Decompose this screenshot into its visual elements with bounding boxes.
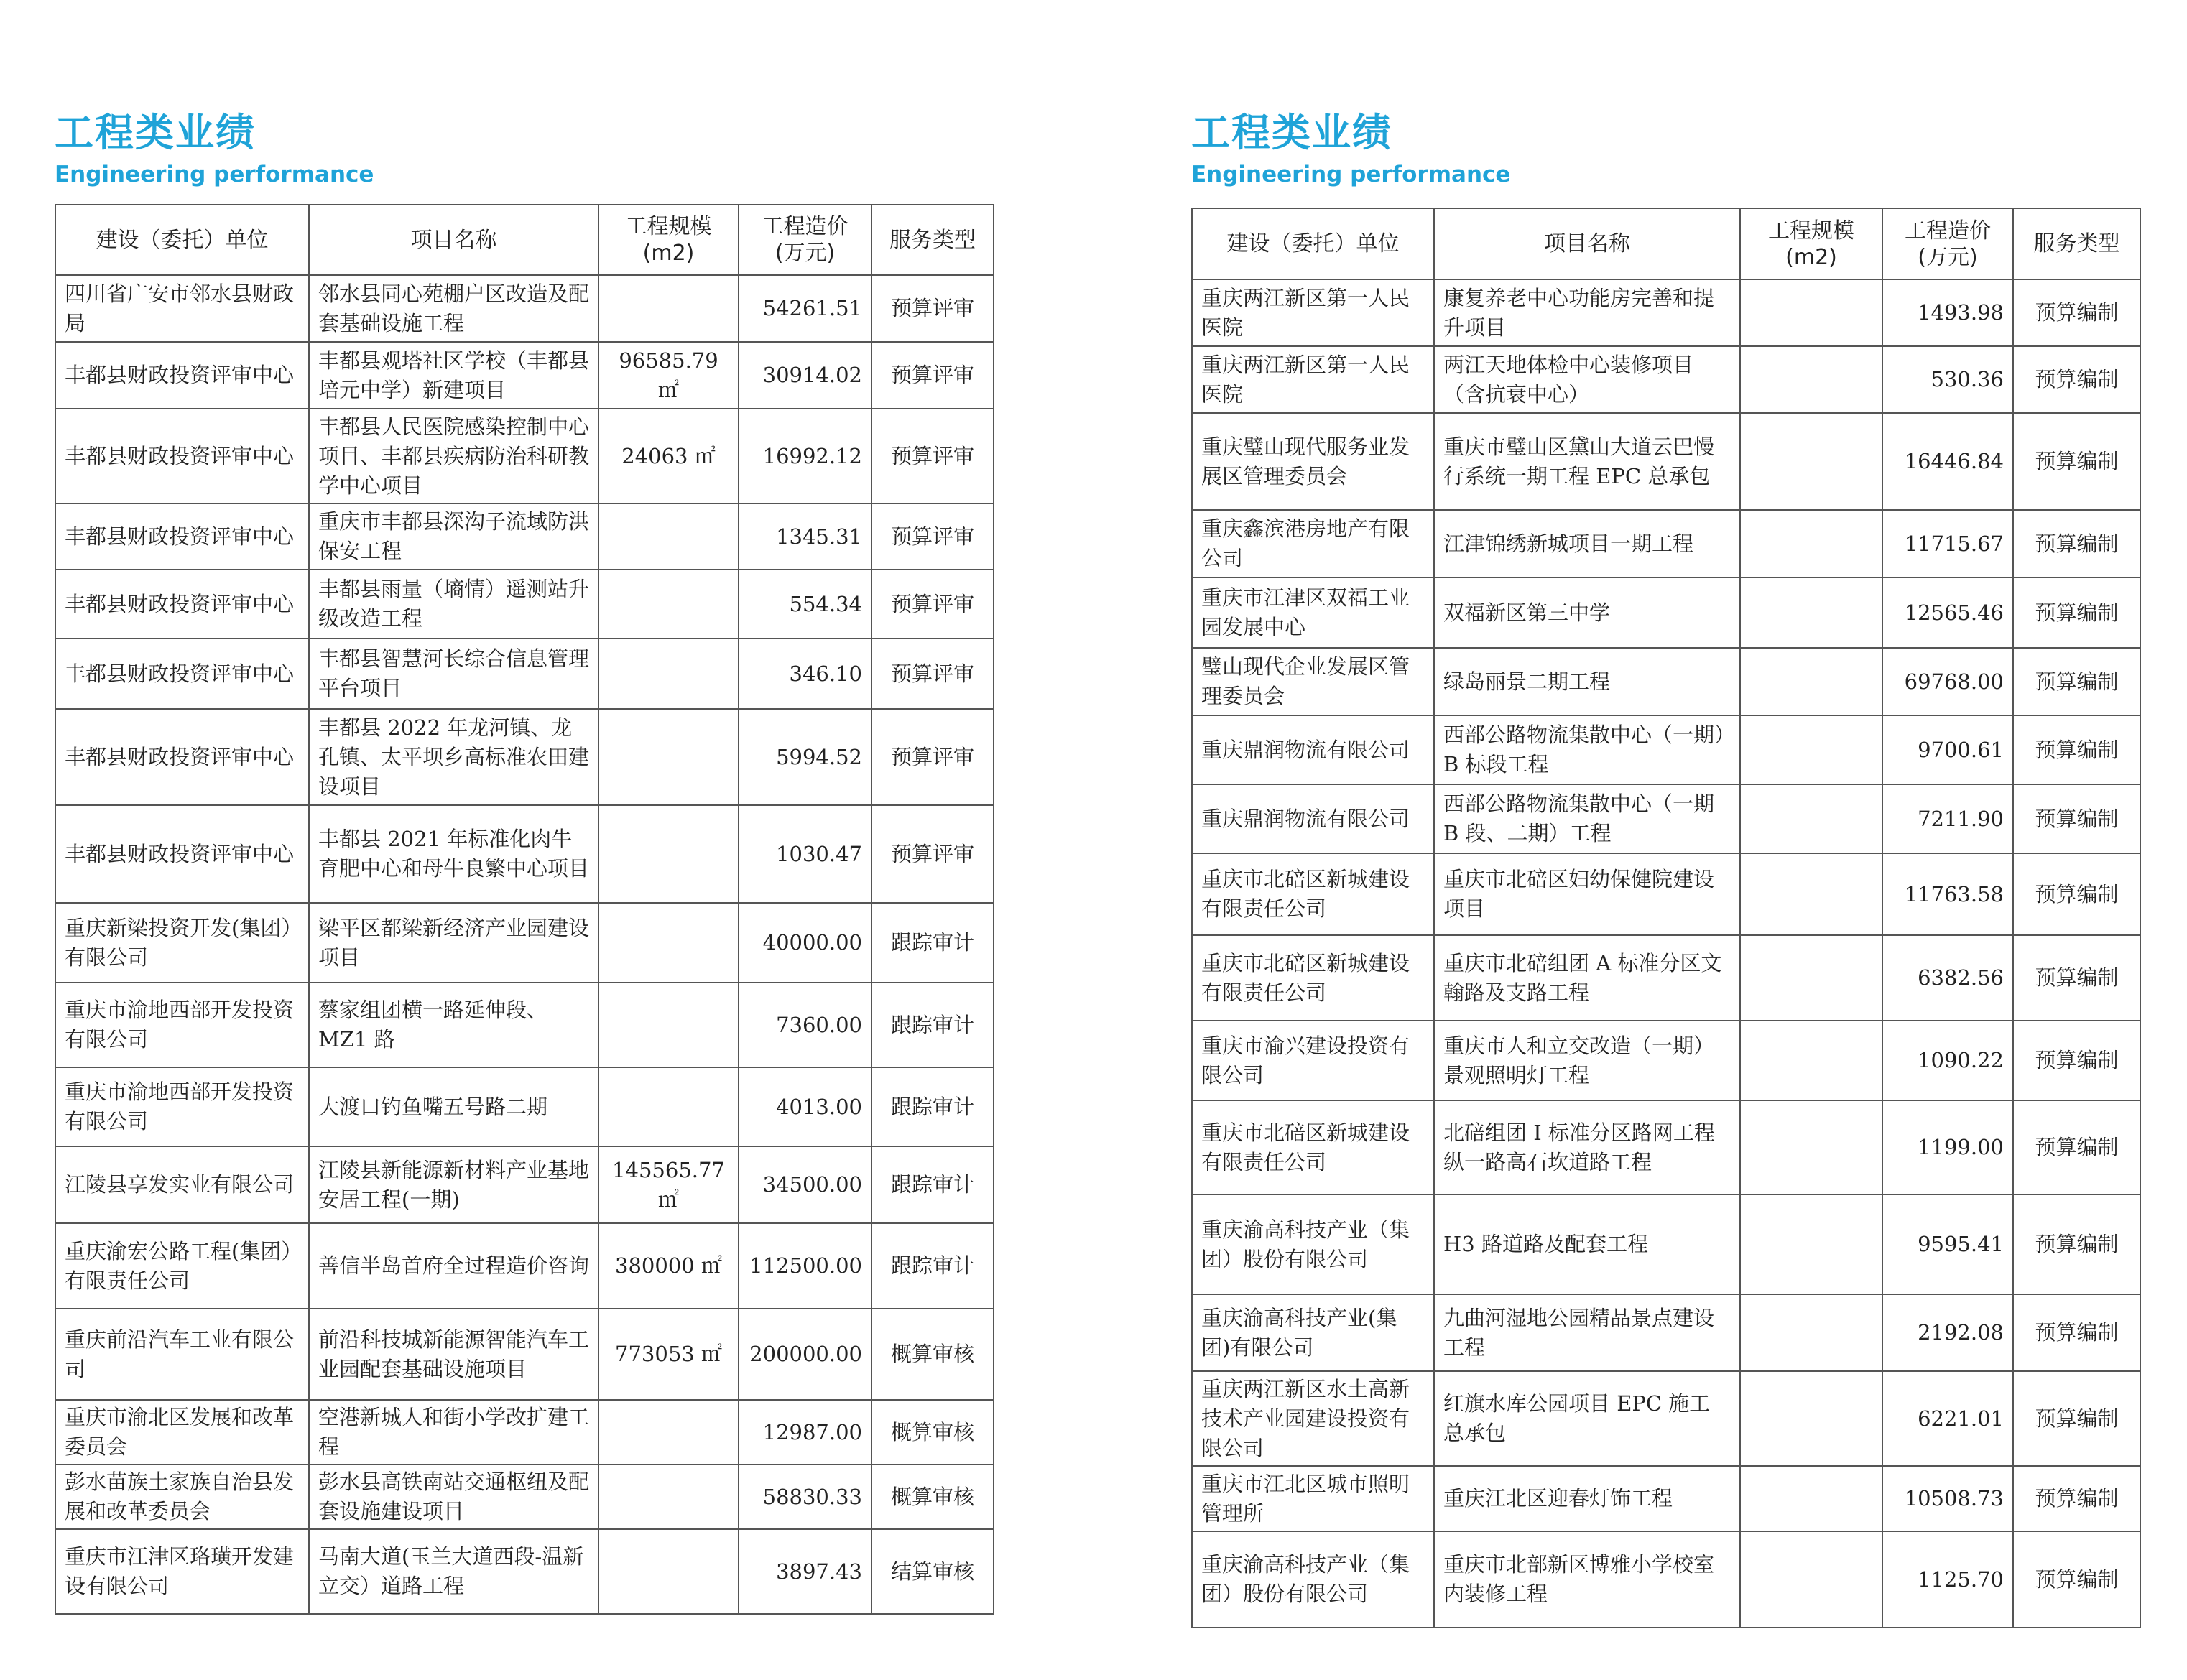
header-project-name: 项目名称 bbox=[309, 205, 598, 275]
cell-unit: 丰都县财政投资评审中心 bbox=[55, 342, 309, 409]
cell-service: 预算编制 bbox=[2013, 1371, 2140, 1466]
cell-scale bbox=[1740, 510, 1882, 577]
cell-scale bbox=[1740, 853, 1882, 935]
cell-cost: 40000.00 bbox=[739, 903, 871, 983]
cell-scale bbox=[598, 1465, 739, 1529]
table-row bbox=[55, 1400, 994, 1465]
table-row bbox=[55, 805, 994, 903]
cell-service: 跟踪审计 bbox=[871, 1067, 994, 1146]
cell-unit: 重庆市渝地西部开发投资有限公司 bbox=[55, 1067, 309, 1146]
cell-cost: 4013.00 bbox=[739, 1067, 871, 1146]
performance-table bbox=[55, 204, 994, 1615]
cell-cost: 1125.70 bbox=[1882, 1531, 2013, 1628]
cell-cost: 12987.00 bbox=[739, 1400, 871, 1465]
cell-name: 重庆市丰都县深沟子流域防洪保安工程 bbox=[309, 503, 598, 570]
cell-unit: 丰都县财政投资评审中心 bbox=[55, 709, 309, 805]
cell-service: 预算评审 bbox=[871, 570, 994, 639]
cell-service: 预算编制 bbox=[2013, 784, 2140, 853]
cell-unit: 重庆市北碚区新城建设有限责任公司 bbox=[1192, 853, 1434, 935]
cell-unit: 重庆新梁投资开发(集团）有限公司 bbox=[55, 903, 309, 983]
cell-unit: 重庆璧山现代服务业发展区管理委员会 bbox=[1192, 413, 1434, 510]
table-row bbox=[55, 1067, 994, 1146]
cell-service: 跟踪审计 bbox=[871, 1223, 994, 1309]
table-row bbox=[1192, 935, 2140, 1021]
cell-cost: 16446.84 bbox=[1882, 413, 2013, 510]
cell-scale bbox=[1740, 1100, 1882, 1194]
cell-cost: 54261.51 bbox=[739, 275, 871, 342]
cell-service: 预算评审 bbox=[871, 409, 994, 503]
cell-scale bbox=[598, 805, 739, 903]
cell-scale bbox=[598, 1067, 739, 1146]
cell-unit: 丰都县财政投资评审中心 bbox=[55, 503, 309, 570]
cell-service: 预算编制 bbox=[2013, 648, 2140, 715]
cell-name: 九曲河湿地公园精品景点建设工程 bbox=[1434, 1294, 1740, 1371]
table-row bbox=[55, 503, 994, 570]
table-header-row bbox=[55, 205, 994, 275]
cell-cost: 11715.67 bbox=[1882, 510, 2013, 577]
cell-name: 江津锦绣新城项目一期工程 bbox=[1434, 510, 1740, 577]
cell-service: 预算评审 bbox=[871, 639, 994, 709]
table-row bbox=[55, 275, 994, 342]
cell-name: 丰都县人民医院感染控制中心项目、丰都县疾病防治科研教学中心项目 bbox=[309, 409, 598, 503]
header-cost: 工程造价 (万元) bbox=[1882, 208, 2013, 279]
page-title: 工程类业绩 bbox=[55, 110, 256, 155]
cell-service: 预算编制 bbox=[2013, 935, 2140, 1021]
cell-unit: 重庆市渝兴建设投资有限公司 bbox=[1192, 1021, 1434, 1100]
cell-cost: 1090.22 bbox=[1882, 1021, 2013, 1100]
table-row bbox=[55, 639, 994, 709]
cell-service: 预算编制 bbox=[2013, 1466, 2140, 1531]
cell-name: 重庆市璧山区黛山大道云巴慢行系统一期工程 EPC 总承包 bbox=[1434, 413, 1740, 510]
cell-service: 预算编制 bbox=[2013, 413, 2140, 510]
cell-name: 西部公路物流集散中心（一期）B 标段工程 bbox=[1434, 715, 1740, 784]
page-title: 工程类业绩 bbox=[1191, 110, 1392, 155]
cell-name: 邻水县同心苑棚户区改造及配套基础设施工程 bbox=[309, 275, 598, 342]
cell-scale bbox=[598, 983, 739, 1067]
cell-name: 绿岛丽景二期工程 bbox=[1434, 648, 1740, 715]
cell-cost: 6382.56 bbox=[1882, 935, 2013, 1021]
cell-name: 马南大道(玉兰大道西段-温新立交）道路工程 bbox=[309, 1529, 598, 1614]
cell-unit: 重庆市渝北区发展和改革委员会 bbox=[55, 1400, 309, 1465]
cell-name: 丰都县智慧河长综合信息管理平台项目 bbox=[309, 639, 598, 709]
table-row bbox=[1192, 577, 2140, 648]
cell-scale bbox=[1740, 346, 1882, 413]
table-row bbox=[55, 1465, 994, 1529]
cell-unit: 重庆市渝地西部开发投资有限公司 bbox=[55, 983, 309, 1067]
cell-scale bbox=[598, 639, 739, 709]
page-subtitle: Engineering performance bbox=[55, 162, 374, 187]
cell-name: 空港新城人和街小学改扩建工程 bbox=[309, 1400, 598, 1465]
table-row bbox=[1192, 853, 2140, 935]
cell-unit: 重庆市江北区城市照明管理所 bbox=[1192, 1466, 1434, 1531]
table-header-row bbox=[1192, 208, 2140, 279]
cell-unit: 丰都县财政投资评审中心 bbox=[55, 570, 309, 639]
cell-name: 红旗水库公园项目 EPC 施工总承包 bbox=[1434, 1371, 1740, 1466]
table-row bbox=[55, 342, 994, 409]
cell-name: 重庆市北碚组团 A 标准分区文翰路及支路工程 bbox=[1434, 935, 1740, 1021]
cell-scale bbox=[598, 275, 739, 342]
cell-unit: 江陵县享发实业有限公司 bbox=[55, 1146, 309, 1223]
table-row bbox=[55, 570, 994, 639]
table-row bbox=[1192, 346, 2140, 413]
cell-cost: 7211.90 bbox=[1882, 784, 2013, 853]
cell-cost: 6221.01 bbox=[1882, 1371, 2013, 1466]
header-scale: 工程规模 (m2) bbox=[598, 205, 739, 275]
cell-scale: 145565.77 ㎡ bbox=[598, 1146, 739, 1223]
cell-scale bbox=[1740, 648, 1882, 715]
cell-service: 预算编制 bbox=[2013, 1194, 2140, 1294]
cell-cost: 530.36 bbox=[1882, 346, 2013, 413]
cell-name: 丰都县观塔社区学校（丰都县培元中学）新建项目 bbox=[309, 342, 598, 409]
table-row bbox=[1192, 1371, 2140, 1466]
cell-cost: 1030.47 bbox=[739, 805, 871, 903]
table-row bbox=[1192, 648, 2140, 715]
cell-cost: 11763.58 bbox=[1882, 853, 2013, 935]
cell-cost: 1345.31 bbox=[739, 503, 871, 570]
cell-service: 跟踪审计 bbox=[871, 1146, 994, 1223]
cell-name: 大渡口钓鱼嘴五号路二期 bbox=[309, 1067, 598, 1146]
cell-scale bbox=[1740, 715, 1882, 784]
cell-service: 概算审核 bbox=[871, 1309, 994, 1400]
cell-cost: 9595.41 bbox=[1882, 1194, 2013, 1294]
cell-unit: 四川省广安市邻水县财政局 bbox=[55, 275, 309, 342]
cell-scale bbox=[1740, 577, 1882, 648]
header-unit: 建设（委托）单位 bbox=[55, 205, 309, 275]
cell-cost: 10508.73 bbox=[1882, 1466, 2013, 1531]
cell-name: 丰都县 2021 年标准化肉牛育肥中心和母牛良繁中心项目 bbox=[309, 805, 598, 903]
cell-unit: 重庆渝高科技产业(集团)有限公司 bbox=[1192, 1294, 1434, 1371]
cell-unit: 重庆市北碚区新城建设有限责任公司 bbox=[1192, 1100, 1434, 1194]
table-row bbox=[1192, 1294, 2140, 1371]
cell-name: 两江天地体检中心装修项目（含抗衰中心） bbox=[1434, 346, 1740, 413]
table-row bbox=[1192, 715, 2140, 784]
table-row bbox=[55, 409, 994, 503]
cell-service: 概算审核 bbox=[871, 1400, 994, 1465]
cell-unit: 璧山现代企业发展区管理委员会 bbox=[1192, 648, 1434, 715]
cell-unit: 重庆前沿汽车工业有限公司 bbox=[55, 1309, 309, 1400]
cell-cost: 112500.00 bbox=[739, 1223, 871, 1309]
cell-name: 重庆市人和立交改造（一期）景观照明灯工程 bbox=[1434, 1021, 1740, 1100]
cell-name: 江陵县新能源新材料产业基地安居工程(一期) bbox=[309, 1146, 598, 1223]
cell-unit: 重庆市江津区珞璜开发建设有限公司 bbox=[55, 1529, 309, 1614]
header-service-type: 服务类型 bbox=[2013, 208, 2140, 279]
cell-name: 西部公路物流集散中心（一期 B 段、二期）工程 bbox=[1434, 784, 1740, 853]
cell-cost: 200000.00 bbox=[739, 1309, 871, 1400]
cell-name: 重庆市北部新区博雅小学校室内装修工程 bbox=[1434, 1531, 1740, 1628]
cell-name: 双福新区第三中学 bbox=[1434, 577, 1740, 648]
header-cost: 工程造价 (万元) bbox=[739, 205, 871, 275]
cell-unit: 重庆两江新区第一人民医院 bbox=[1192, 346, 1434, 413]
table-row bbox=[1192, 1531, 2140, 1628]
cell-scale bbox=[1740, 784, 1882, 853]
cell-cost: 30914.02 bbox=[739, 342, 871, 409]
cell-scale bbox=[598, 903, 739, 983]
cell-scale: 96585.79 ㎡ bbox=[598, 342, 739, 409]
cell-scale bbox=[598, 1529, 739, 1614]
cell-cost: 7360.00 bbox=[739, 983, 871, 1067]
header-unit: 建设（委托）单位 bbox=[1192, 208, 1434, 279]
header-project-name: 项目名称 bbox=[1434, 208, 1740, 279]
cell-cost: 34500.00 bbox=[739, 1146, 871, 1223]
cell-scale bbox=[1740, 935, 1882, 1021]
cell-name: 彭水县高铁南站交通枢纽及配套设施建设项目 bbox=[309, 1465, 598, 1529]
cell-name: 梁平区都梁新经济产业园建设项目 bbox=[309, 903, 598, 983]
cell-name: 丰都县雨量（墒情）遥测站升级改造工程 bbox=[309, 570, 598, 639]
table-body bbox=[55, 275, 994, 1614]
cell-unit: 重庆两江新区第一人民医院 bbox=[1192, 279, 1434, 346]
table-row bbox=[55, 903, 994, 983]
cell-scale bbox=[1740, 1194, 1882, 1294]
cell-service: 跟踪审计 bbox=[871, 903, 994, 983]
cell-name: 蔡家组团横一路延伸段、MZ1 路 bbox=[309, 983, 598, 1067]
cell-unit: 丰都县财政投资评审中心 bbox=[55, 805, 309, 903]
header-scale: 工程规模 (m2) bbox=[1740, 208, 1882, 279]
cell-scale bbox=[1740, 1021, 1882, 1100]
cell-scale bbox=[598, 570, 739, 639]
cell-service: 概算审核 bbox=[871, 1465, 994, 1529]
header-service-type: 服务类型 bbox=[871, 205, 994, 275]
cell-name: H3 路道路及配套工程 bbox=[1434, 1194, 1740, 1294]
cell-service: 预算编制 bbox=[2013, 853, 2140, 935]
cell-service: 预算编制 bbox=[2013, 346, 2140, 413]
cell-service: 预算编制 bbox=[2013, 1100, 2140, 1194]
cell-unit: 重庆鑫滨港房地产有限公司 bbox=[1192, 510, 1434, 577]
cell-scale bbox=[598, 709, 739, 805]
cell-unit: 重庆渝高科技产业（集团）股份有限公司 bbox=[1192, 1194, 1434, 1294]
cell-cost: 2192.08 bbox=[1882, 1294, 2013, 1371]
cell-service: 结算审核 bbox=[871, 1529, 994, 1614]
cell-cost: 346.10 bbox=[739, 639, 871, 709]
table-row bbox=[1192, 784, 2140, 853]
cell-scale bbox=[1740, 279, 1882, 346]
table-row bbox=[1192, 1100, 2140, 1194]
table-row bbox=[55, 709, 994, 805]
cell-name: 前沿科技城新能源智能汽车工业园配套基础设施项目 bbox=[309, 1309, 598, 1400]
cell-scale bbox=[1740, 1294, 1882, 1371]
cell-name: 重庆江北区迎春灯饰工程 bbox=[1434, 1466, 1740, 1531]
cell-unit: 重庆鼎润物流有限公司 bbox=[1192, 784, 1434, 853]
table-body bbox=[1192, 279, 2140, 1628]
cell-cost: 5994.52 bbox=[739, 709, 871, 805]
cell-scale bbox=[598, 503, 739, 570]
table-row bbox=[55, 1529, 994, 1614]
cell-service: 跟踪审计 bbox=[871, 983, 994, 1067]
table-row bbox=[1192, 1021, 2140, 1100]
cell-scale bbox=[1740, 1371, 1882, 1466]
table-row bbox=[1192, 413, 2140, 510]
cell-service: 预算评审 bbox=[871, 709, 994, 805]
table-row bbox=[55, 1146, 994, 1223]
cell-name: 北碚组团 I 标准分区路网工程纵一路高石坎道路工程 bbox=[1434, 1100, 1740, 1194]
cell-service: 预算评审 bbox=[871, 805, 994, 903]
cell-unit: 丰都县财政投资评审中心 bbox=[55, 639, 309, 709]
cell-name: 丰都县 2022 年龙河镇、龙孔镇、太平坝乡高标准农田建设项目 bbox=[309, 709, 598, 805]
cell-cost: 554.34 bbox=[739, 570, 871, 639]
cell-service: 预算编制 bbox=[2013, 510, 2140, 577]
cell-scale bbox=[1740, 1466, 1882, 1531]
table-row bbox=[1192, 510, 2140, 577]
cell-unit: 彭水苗族土家族自治县发展和改革委员会 bbox=[55, 1465, 309, 1529]
cell-service: 预算编制 bbox=[2013, 279, 2140, 346]
table-row bbox=[55, 1309, 994, 1400]
cell-service: 预算编制 bbox=[2013, 1294, 2140, 1371]
cell-cost: 16992.12 bbox=[739, 409, 871, 503]
cell-scale: 773053 ㎡ bbox=[598, 1309, 739, 1400]
cell-service: 预算编制 bbox=[2013, 577, 2140, 648]
cell-cost: 3897.43 bbox=[739, 1529, 871, 1614]
cell-unit: 丰都县财政投资评审中心 bbox=[55, 409, 309, 503]
performance-table bbox=[1191, 208, 2141, 1628]
cell-cost: 1493.98 bbox=[1882, 279, 2013, 346]
cell-unit: 重庆市北碚区新城建设有限责任公司 bbox=[1192, 935, 1434, 1021]
cell-unit: 重庆渝高科技产业（集团）股份有限公司 bbox=[1192, 1531, 1434, 1628]
table-row bbox=[55, 1223, 994, 1309]
cell-name: 善信半岛首府全过程造价咨询 bbox=[309, 1223, 598, 1309]
cell-service: 预算评审 bbox=[871, 275, 994, 342]
table-row bbox=[55, 983, 994, 1067]
cell-scale: 380000 ㎡ bbox=[598, 1223, 739, 1309]
cell-cost: 12565.46 bbox=[1882, 577, 2013, 648]
cell-scale bbox=[1740, 413, 1882, 510]
table-row bbox=[1192, 1194, 2140, 1294]
cell-cost: 9700.61 bbox=[1882, 715, 2013, 784]
page-subtitle: Engineering performance bbox=[1191, 162, 1511, 187]
cell-scale: 24063 ㎡ bbox=[598, 409, 739, 503]
cell-service: 预算评审 bbox=[871, 503, 994, 570]
cell-unit: 重庆渝宏公路工程(集团）有限责任公司 bbox=[55, 1223, 309, 1309]
cell-service: 预算编制 bbox=[2013, 715, 2140, 784]
cell-unit: 重庆市江津区双福工业园发展中心 bbox=[1192, 577, 1434, 648]
cell-service: 预算编制 bbox=[2013, 1531, 2140, 1628]
cell-cost: 1199.00 bbox=[1882, 1100, 2013, 1194]
table-row bbox=[1192, 279, 2140, 346]
cell-name: 康复养老中心功能房完善和提升项目 bbox=[1434, 279, 1740, 346]
cell-unit: 重庆鼎润物流有限公司 bbox=[1192, 715, 1434, 784]
cell-cost: 58830.33 bbox=[739, 1465, 871, 1529]
cell-unit: 重庆两江新区水土高新技术产业园建设投资有限公司 bbox=[1192, 1371, 1434, 1466]
table-row bbox=[1192, 1466, 2140, 1531]
cell-cost: 69768.00 bbox=[1882, 648, 2013, 715]
cell-scale bbox=[598, 1400, 739, 1465]
cell-scale bbox=[1740, 1531, 1882, 1628]
cell-service: 预算评审 bbox=[871, 342, 994, 409]
cell-name: 重庆市北碚区妇幼保健院建设项目 bbox=[1434, 853, 1740, 935]
cell-service: 预算编制 bbox=[2013, 1021, 2140, 1100]
